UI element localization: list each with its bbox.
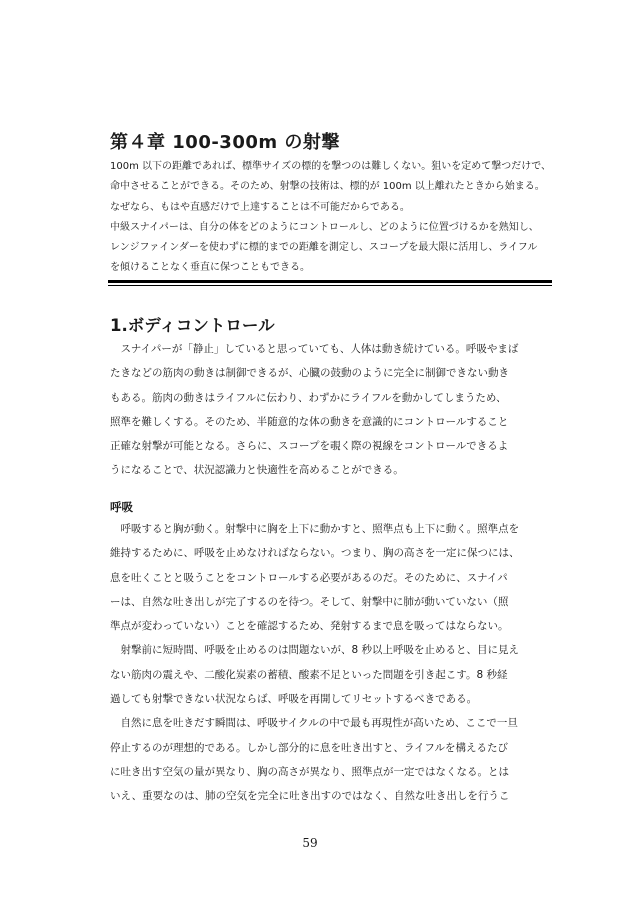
body-line: に吐き出す空気の量が異なり、胸の高さが異なり、照準点が一定ではなくなる。とは — [110, 765, 509, 778]
intro-line: なぜなら、もはや直感だけで上達することは不可能だからである。 — [110, 201, 410, 213]
section-body — [110, 337, 570, 483]
chapter-divider-thick — [108, 280, 552, 283]
body-line: 過しても射撃できない状況ならば、呼吸を再開してリセットするべきである。 — [110, 693, 478, 706]
body-line: 呼吸すると胸が動く。射撃中に胸を上下に動かすと、照準点も上下に動く。照準点を — [110, 523, 520, 535]
body-line: ーは、自然な吐き出しが完了するのを待つ。そして、射撃中に肺が動いていない（照 — [110, 595, 509, 608]
body-line: 準点が変わっていない）ことを確認するため、発射するまで息を吸ってはならない。 — [110, 620, 509, 633]
section-title: 1.ボディコントロール — [110, 316, 275, 335]
chapter-divider-thin — [108, 285, 552, 286]
page-number: 59 — [302, 836, 318, 850]
subsection-body — [110, 517, 570, 809]
intro-line: 中級スナイパーは、自分の体をどのようにコントロールし、どのように位置づけるかを熟知し、 — [110, 221, 539, 233]
body-line: 射撃前に短時間、呼吸を止めるのは問題ないが、8 秒以上呼吸を止めると、目に見え — [110, 644, 520, 657]
subsection-title: 呼吸 — [110, 500, 133, 514]
body-line: たきなどの筋肉の動きは制御できるが、心臓の鼓動のように完全に制御できない動き — [110, 367, 509, 380]
body-line: 自然に息を吐きだす瞬間は、呼吸サイクルの中で最も再現性が高いため、ここで一旦 — [110, 717, 518, 730]
intro-line: 命中させることができる。そのため、射撃の技術は、標的が 100m 以上離れたときから始まる。 — [110, 181, 545, 193]
body-line: もある。筋肉の動きはライフルに伝わり、わずかにライフルを動かしてしまうため、 — [110, 391, 507, 404]
intro-line: レンジファインダーを使わずに標的までの距離を測定し、スコープを最大限に活用し、ライフル — [110, 242, 538, 254]
chapter-intro — [110, 157, 570, 279]
chapter-title: 第４章 100-300m の射撃 — [110, 132, 340, 153]
body-line: 停止するのが理想的である。しかし部分的に息を吐き出すと、ライフルを構えるたび — [110, 741, 508, 754]
intro-line: 100m 以下の距離であれば、標準サイズの標的を撃つのは難しくない。狙いを定めて撃つだけで、 — [110, 161, 552, 172]
body-line: いえ、重要なのは、肺の空気を完全に吐き出すのではなく、自然な吐き出しを行うこ — [110, 790, 510, 803]
body-line: 息を吐くことと吸うことをコントロールする必要があるのだ。そのために、スナイパ — [110, 571, 508, 584]
body-line: スナイパーが「静止」していると思っていても、人体は動き続けている。呼吸やまば — [110, 343, 519, 355]
body-line: 正確な射撃が可能となる。さらに、スコープを覗く際の視線をコントロールできるよ — [110, 440, 509, 453]
body-line: 維持するために、呼吸を止めなければならない。つまり、胸の高さを一定に保つには、 — [110, 547, 520, 560]
intro-line: を傾けることなく垂直に保つこともできる。 — [110, 262, 310, 274]
body-line: ない筋肉の震えや、二酸化炭素の蓄積、酸素不足といった問題を引き起こす。8 秒経 — [110, 668, 508, 681]
body-line: 照準を難しくする。そのため、半随意的な体の動きを意識的にコントロールすること — [110, 415, 509, 428]
body-line: うになることで、状況認識力と快適性を高めることができる。 — [110, 464, 404, 477]
